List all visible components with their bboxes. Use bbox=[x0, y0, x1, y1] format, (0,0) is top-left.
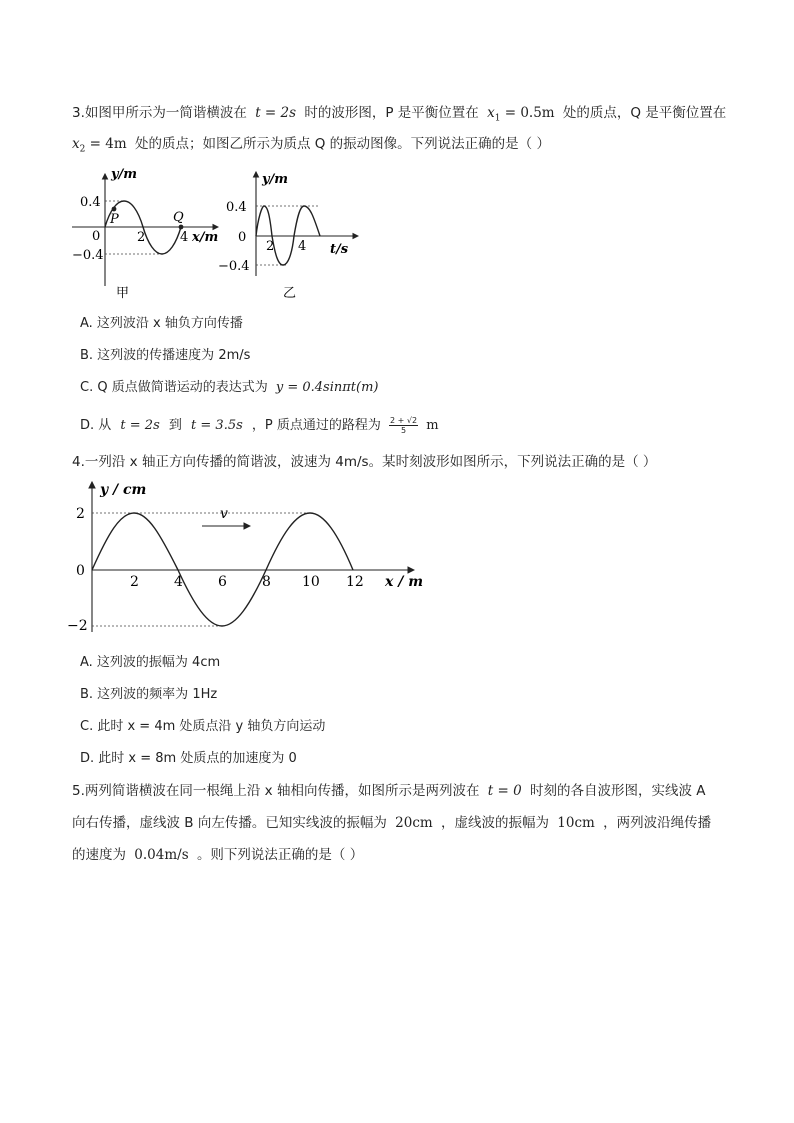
q4-option-d: D. 此时 x = 8m 处质点的加速度为 0 bbox=[80, 751, 297, 766]
q5-stem-text-a: 5.两列简谐横波在同一根绳上沿 x 轴相向传播，如图所示是两列波在 bbox=[72, 783, 480, 799]
q5-stem-text-b: 时刻的各自波形图，实线波 A bbox=[529, 783, 706, 799]
q3-option-d-prefix: D. 从 bbox=[80, 418, 112, 433]
q5-stem-line-2 bbox=[72, 813, 711, 833]
q3-stem-text-c: 处的质点，Q 是平衡位置在 bbox=[562, 105, 727, 121]
q5-stem-line-3 bbox=[72, 845, 363, 865]
yi-tick-neg-0.4: −0.4 bbox=[218, 259, 250, 274]
q4-stem: 4.一列沿 x 轴正方向传播的简谐波，波速为 4m/s。某时刻波形如图所示，下列说法正确的是（ ） bbox=[72, 454, 657, 470]
fraction-denominator: 5 bbox=[401, 426, 407, 435]
q4-x-axis-label: x / m bbox=[385, 574, 424, 590]
q3-stem-text-b: 时的波形图，P 是平衡位置在 bbox=[304, 105, 479, 121]
q3-x2-expression: $x_2 = 4m$ bbox=[72, 136, 127, 155]
q3-figure-yi-vibration bbox=[218, 168, 362, 303]
q5-stem-text-e: ，两列波沿绳传播 bbox=[603, 815, 712, 831]
q5-amplitude-b: 10cm bbox=[557, 815, 595, 831]
point-q-dot bbox=[179, 225, 184, 230]
q4-x-tick-6: 6 bbox=[218, 574, 227, 590]
q4-y-tick-neg-2: −2 bbox=[67, 618, 88, 634]
q4-y-tick-0: 0 bbox=[76, 563, 85, 579]
q3-option-d-t2: t = 3.5s bbox=[191, 418, 243, 433]
jia-tick-0: 0 bbox=[92, 229, 101, 244]
q3-figure-jia-waveform bbox=[68, 168, 228, 303]
q3-option-d-mid: 到 bbox=[168, 418, 182, 433]
yi-y-axis-label: y/m bbox=[262, 172, 289, 187]
q4-x-tick-4: 4 bbox=[174, 574, 183, 590]
q3-option-c-expression: y = 0.4sinπt(m) bbox=[275, 380, 379, 395]
point-p-label: P bbox=[110, 212, 119, 227]
velocity-label: v bbox=[220, 506, 228, 522]
q4-y-axis-label: y / cm bbox=[100, 482, 147, 498]
yi-tick-0.4: 0.4 bbox=[226, 200, 247, 215]
jia-tick-2: 2 bbox=[137, 230, 146, 245]
q3-option-d-text: ，P 质点通过的路程为 bbox=[251, 418, 381, 433]
q3-option-d-fraction bbox=[389, 416, 418, 435]
q4-x-tick-8: 8 bbox=[262, 574, 271, 590]
q3-option-a: A. 这列波沿 x 轴负方向传播 bbox=[80, 316, 243, 331]
q5-stem-text-c: 向右传播，虚线波 B 向左传播。已知实线波的振幅为 bbox=[72, 815, 387, 831]
q5-speed: 0.04m/s bbox=[134, 847, 189, 863]
q3-stem-line-1 bbox=[72, 103, 726, 129]
q4-y-tick-2: 2 bbox=[76, 506, 85, 522]
yi-tick-4: 4 bbox=[298, 239, 307, 254]
q4-option-a: A. 这列波的振幅为 4cm bbox=[80, 655, 221, 670]
q4-x-tick-2: 2 bbox=[130, 574, 139, 590]
jia-tick-0.4: 0.4 bbox=[80, 195, 101, 210]
q3-option-c bbox=[80, 378, 378, 398]
q3-option-c-text: C. Q 质点做简谐运动的表达式为 bbox=[80, 380, 268, 395]
q4-x-tick-10: 10 bbox=[302, 574, 320, 590]
q3-stem-line-2 bbox=[72, 134, 550, 160]
point-p-dot bbox=[112, 207, 117, 212]
fraction-numerator: 2 + √2 bbox=[390, 416, 418, 425]
q4-option-b: B. 这列波的频率为 1Hz bbox=[80, 687, 218, 702]
jia-y-axis-label: y/m bbox=[111, 167, 138, 182]
q3-stem-text-d: 处的质点；如图乙所示为质点 Q 的振动图像。下列说法正确的是（ ） bbox=[134, 136, 550, 152]
q3-option-b: B. 这列波的传播速度为 2m/s bbox=[80, 348, 251, 363]
q5-stem-line-1 bbox=[72, 781, 706, 801]
q3-x1-expression: $x_1 = 0.5m$ bbox=[487, 105, 555, 124]
q4-option-c: C. 此时 x = 4m 处质点沿 y 轴负方向运动 bbox=[80, 719, 326, 734]
jia-tick-neg-0.4: −0.4 bbox=[72, 248, 104, 263]
q3-option-d bbox=[80, 416, 439, 436]
q4-x-tick-12: 12 bbox=[346, 574, 364, 590]
q5-amplitude-a: 20cm bbox=[395, 815, 433, 831]
yi-t-axis-label: t/s bbox=[330, 242, 349, 257]
yi-caption: 乙 bbox=[283, 286, 297, 301]
q3-time-expression: t = 2s bbox=[255, 105, 297, 121]
q5-stem-text-f: 的速度为 bbox=[72, 847, 126, 863]
q4-waveform-figure bbox=[68, 476, 428, 636]
q5-stem-text-g: 。则下列说法正确的是（ ） bbox=[196, 847, 364, 863]
q3-option-d-t1: t = 2s bbox=[120, 418, 160, 433]
jia-x-axis-label: x/m bbox=[192, 230, 219, 245]
jia-caption: 甲 bbox=[116, 286, 130, 301]
yi-tick-0: 0 bbox=[238, 230, 247, 245]
q3-stem-text-a: 如图甲所示为一简谐横波在 bbox=[84, 105, 247, 121]
q3-number: 3. bbox=[72, 105, 85, 121]
q5-stem-text-d: ，虚线波的振幅为 bbox=[440, 815, 549, 831]
yi-tick-2: 2 bbox=[266, 239, 275, 254]
jia-tick-4: 4 bbox=[180, 230, 189, 245]
q3-option-d-unit: m bbox=[426, 418, 439, 433]
q5-time-expression: t = 0 bbox=[487, 783, 522, 799]
point-q-label: Q bbox=[173, 210, 184, 225]
